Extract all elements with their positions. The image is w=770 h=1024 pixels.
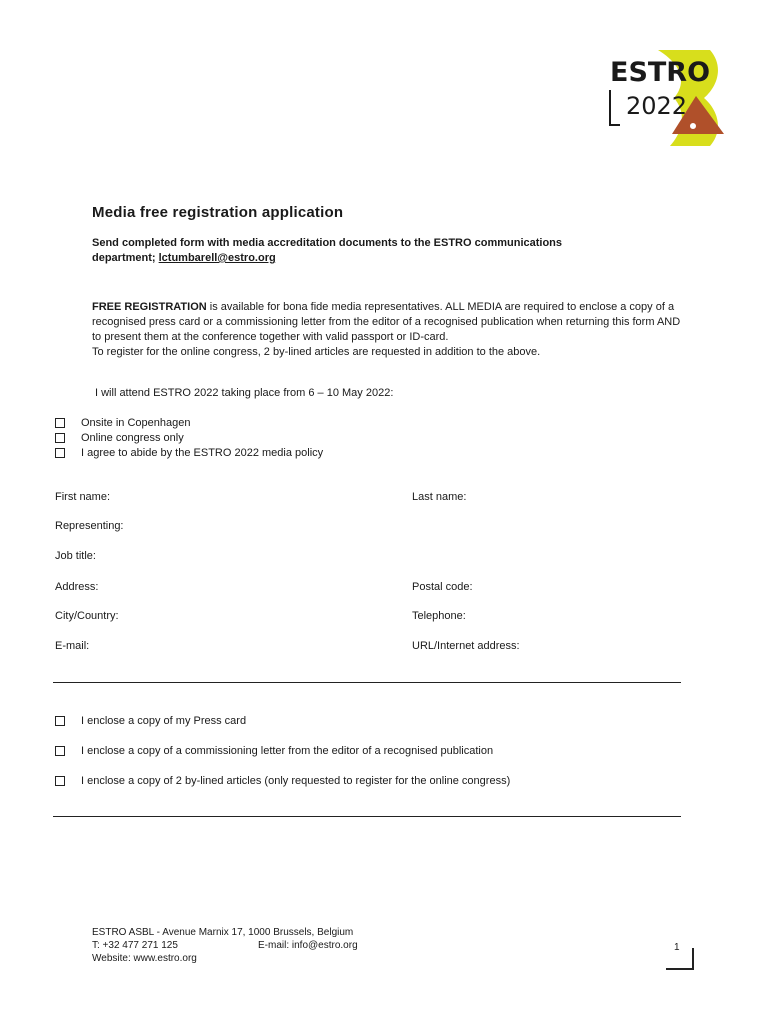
last-name-field[interactable]: Last name: bbox=[412, 491, 467, 503]
enclosure-option-press-card[interactable] bbox=[55, 715, 246, 727]
submission-instructions bbox=[92, 236, 652, 266]
attendance-option-onsite[interactable] bbox=[55, 417, 190, 429]
logo-year: 2022 bbox=[626, 92, 688, 120]
representing-field[interactable]: Representing: bbox=[55, 520, 124, 532]
enclosure-option-articles[interactable] bbox=[55, 775, 510, 787]
checkbox[interactable] bbox=[55, 418, 65, 428]
option-label: Onsite in Copenhagen bbox=[81, 417, 191, 429]
attendance-option-policy[interactable] bbox=[55, 447, 323, 459]
footer bbox=[92, 926, 358, 965]
intro-text-online: To register for the online congress, 2 by-lined articles are requested in addition to the above. bbox=[92, 346, 541, 358]
checkbox[interactable] bbox=[55, 448, 65, 458]
first-name-field[interactable]: First name: bbox=[55, 491, 111, 503]
footer-phone: T: +32 477 271 125 bbox=[92, 940, 178, 951]
divider bbox=[53, 682, 681, 683]
page-corner-mark bbox=[666, 948, 694, 970]
estro-2022-logo bbox=[600, 46, 730, 150]
telephone-field[interactable]: Telephone: bbox=[412, 610, 466, 622]
option-label: I enclose a copy of a commissioning letter from the editor of a recognised publication bbox=[81, 745, 494, 757]
checkbox[interactable] bbox=[55, 716, 65, 726]
option-label: I enclose a copy of my Press card bbox=[81, 715, 247, 727]
url-field[interactable]: URL/Internet address: bbox=[412, 640, 520, 652]
attendance-option-online[interactable] bbox=[55, 432, 184, 444]
intro-paragraph bbox=[92, 300, 692, 360]
divider bbox=[53, 816, 681, 817]
enclosure-option-commissioning-letter[interactable] bbox=[55, 745, 493, 757]
submission-line-1: Send completed form with media accreditation documents to the ESTRO communications bbox=[92, 237, 563, 249]
option-label: I enclose a copy of 2 by-lined articles (only requested to register for the online congress) bbox=[81, 775, 511, 787]
checkbox[interactable] bbox=[55, 746, 65, 756]
address-field[interactable]: Address: bbox=[55, 581, 99, 593]
email-field[interactable]: E-mail: bbox=[55, 640, 90, 652]
postal-code-field[interactable]: Postal code: bbox=[412, 581, 473, 593]
page-number: 1 bbox=[674, 942, 680, 953]
logo-brand: ESTRO bbox=[610, 57, 711, 88]
submission-line-2: department; bbox=[92, 252, 159, 264]
job-title-field[interactable]: Job title: bbox=[55, 550, 96, 562]
checkbox[interactable] bbox=[55, 776, 65, 786]
page-title: Media free registration application bbox=[92, 204, 344, 221]
option-label: Online congress only bbox=[81, 432, 184, 444]
intro-text: is available for bona fide media representatives. ALL MEDIA are required to enclose a copy of a recognised press card or a commissioning letter from the editor of a recognised publication when returning this form AND to present them at the conference together with valid passport or ID-card. bbox=[92, 301, 681, 343]
attendance-statement: I will attend ESTRO 2022 taking place from 6 – 10 May 2022: bbox=[95, 387, 394, 399]
intro-bold: FREE REGISTRATION bbox=[92, 301, 207, 313]
submission-email-link[interactable]: lctumbarell@estro.org bbox=[158, 252, 276, 264]
option-label: I agree to abide by the ESTRO 2022 media policy bbox=[81, 447, 324, 459]
footer-email[interactable]: E-mail: info@estro.org bbox=[258, 940, 358, 951]
footer-address: ESTRO ASBL - Avenue Marnix 17, 1000 Brussels, Belgium bbox=[92, 927, 354, 938]
city-country-field[interactable]: City/Country: bbox=[55, 610, 119, 622]
checkbox[interactable] bbox=[55, 433, 65, 443]
footer-website[interactable]: Website: www.estro.org bbox=[92, 953, 197, 964]
